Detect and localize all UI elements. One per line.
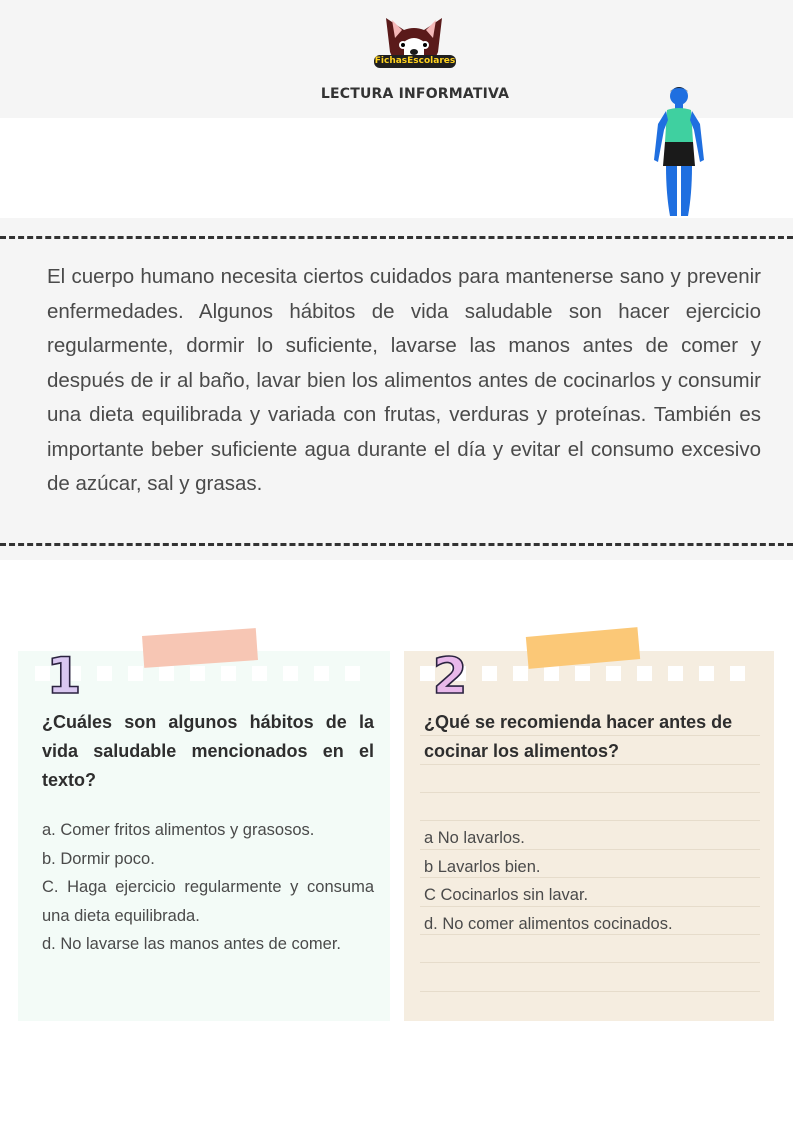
question-1-option-d: d. No lavarse las manos antes de comer.: [42, 935, 341, 953]
question-2-text: ¿Qué se recomienda hacer antes de cocinar los alimentos?: [424, 712, 733, 761]
number-one-icon: [44, 647, 88, 699]
page-title: LECTURA INFORMATIVA: [320, 86, 510, 102]
question-1-option-c: C. Haga ejercicio regularmente y consuma una dieta equilibrada.: [42, 878, 374, 925]
question-2-option-c: C Cocinarlos sin lavar.: [424, 886, 589, 904]
dashed-divider-bottom: [0, 543, 793, 546]
question-2-option-a: a No lavarlos.: [424, 829, 525, 847]
writing-line: [420, 820, 760, 821]
question-1-text: ¿Cuáles son algunos hábitos de la vida saludable mencionados en el texto?: [42, 712, 374, 790]
human-body-icon: [648, 84, 710, 218]
question-2-options: [424, 824, 764, 938]
question-1-option-a: a. Comer fritos alimentos y grasosos.: [42, 821, 315, 839]
question-1-number: 1: [46, 647, 82, 699]
question-2-option-d: d. No comer alimentos cocinados.: [424, 914, 673, 933]
question-1-option-b: b. Dormir poco.: [42, 849, 155, 868]
question-1-options: [42, 816, 374, 959]
reading-paragraph: El cuerpo humano necesita ciertos cuidados para mantenerse sano y prevenir enfermedades. Algunos hábitos de vida saludable son hacer ejercicio regularmente, dormir lo suficiente, lavarse las manos antes de comer y después de ir al baño, lavar bien los alimentos antes de cocinarlos y consumir una dieta equilibrada y variada con frutas, verduras y proteínas. También es importante beber suficiente agua durante el día y evitar el consumo excesivo de azúcar, sal y grasas.: [47, 265, 761, 495]
question-2-number: 2: [432, 647, 468, 699]
brand-logo-text: FichasEscolares: [374, 56, 456, 66]
question-2-option-b: b Lavarlos bien.: [424, 857, 541, 876]
writing-line: [420, 792, 760, 793]
writing-line: [420, 962, 760, 963]
dashed-divider-top: [0, 236, 793, 239]
writing-line: [420, 991, 760, 992]
number-two-icon: [428, 647, 472, 699]
